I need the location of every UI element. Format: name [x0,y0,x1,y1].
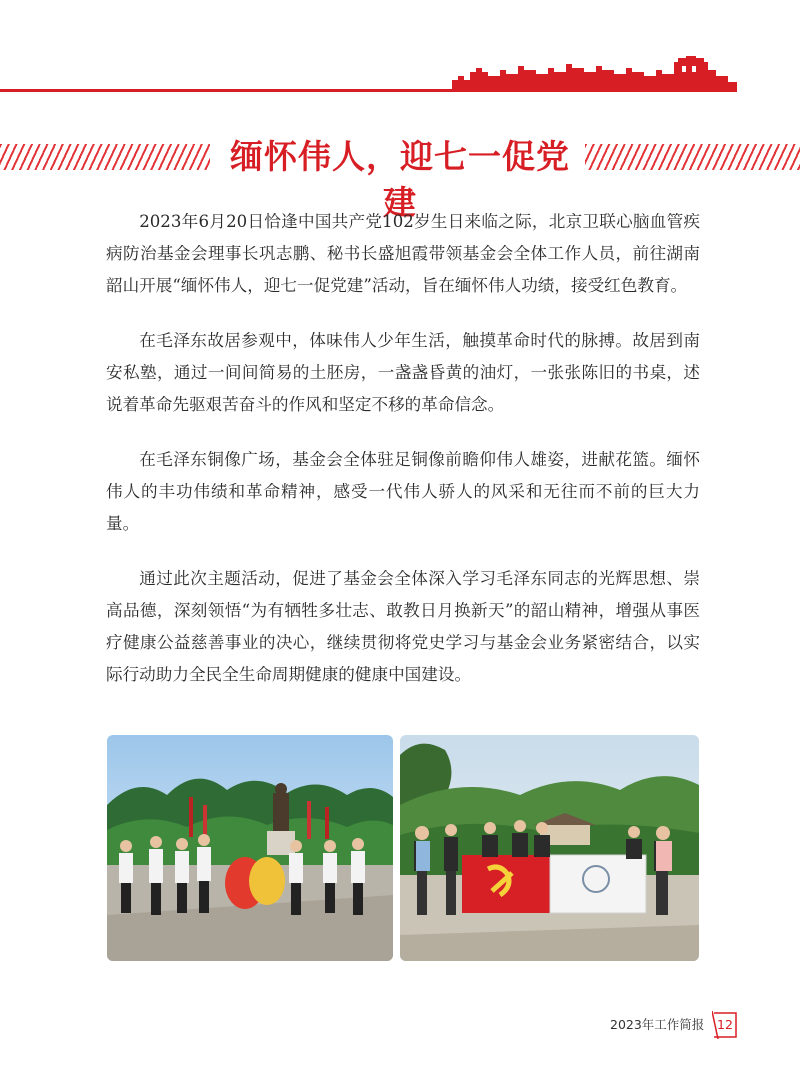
paragraph-3: 在毛泽东铜像广场，基金会全体驻足铜像前瞻仰伟人雄姿，进献花篮。缅怀伟人的丰功伟绩和革命精神，感受一代伟人骄人的风采和无往而不前的巨大力量。 [106,450,700,533]
page-number: 12 [717,1017,733,1032]
title-band [0,134,800,222]
paragraph-1: 2023年6月20日恰逢中国共产党102岁生日来临之际，北京卫联心脑血管疾病防治基金会理事长巩志鹏、秘书长盛旭霞带领基金会全体工作人员，前往湖南韶山开展“缅怀伟人，迎七一促党建”活动，旨在缅怀伟人功绩，接受红色教育。 [106,212,700,295]
title-hatch-right [585,144,800,170]
page-title: 缅怀伟人，迎七一促党建 [230,137,570,222]
photo-statue-square [107,735,393,961]
paragraph-2: 在毛泽东故居参观中，体味伟人少年生活，触摸革命时代的脉搏。故居到南安私塾，通过一间间简易的土胚房，一盏盏昏黄的油灯，一张张陈旧的书桌，述说着革命先驱艰苦奋斗的作风和坚定不移的革命信念。 [106,331,700,414]
photo-flag-group [400,735,699,961]
article-body [106,206,700,714]
title-hatch-left [0,144,210,170]
great-wall-skyline-icon [452,56,737,92]
paragraph-4: 通过此次主题活动，促进了基金会全体深入学习毛泽东同志的光辉思想、崇高品德，深刻领悟“为有牺牲多壮志、敢教日月换新天”的韶山精神，增强从事医疗健康公益慈善事业的决心，继续贯彻将党史学习与基金会业务紧密结合，以实际行动助力全民全生命周期健康的健康中国建设。 [106,569,700,684]
footer-report-title: 2023年工作简报 [610,1017,705,1032]
